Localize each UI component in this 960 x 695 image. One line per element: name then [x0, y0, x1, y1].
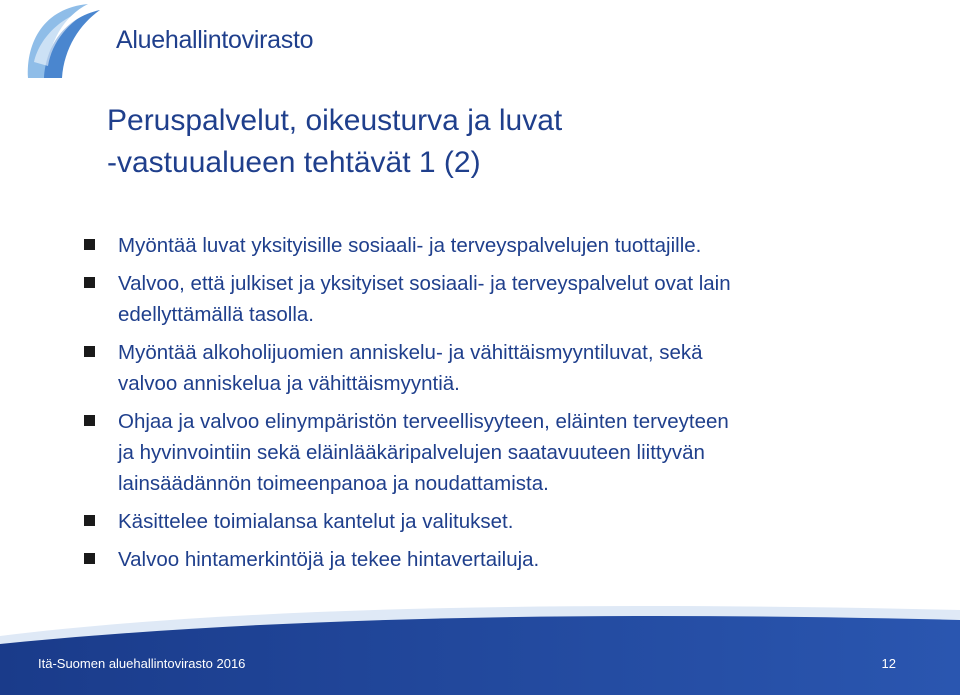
- bullet-text: Valvoo, että julkiset ja yksityiset sosiaali- ja terveyspalvelut ovat lain: [118, 272, 731, 295]
- square-bullet-icon: [84, 277, 95, 288]
- agency-logo: [24, 2, 314, 80]
- bullet-text: ja hyvinvointiin sekä eläinlääkäripalvelujen saatavuuteen liittyvän: [118, 441, 705, 464]
- bullet-text: Valvoo hintamerkintöjä ja tekee hintavertailuja.: [118, 548, 540, 571]
- bullet-text: Myöntää luvat yksityisille sosiaali- ja terveyspalvelujen tuottajille.: [118, 234, 702, 257]
- slide-title: [107, 100, 562, 184]
- bullet-text: Myöntää alkoholijuomien anniskelu- ja vähittäismyyntiluvat, sekä: [118, 341, 703, 364]
- bullet-text: lainsäädännön toimeenpanoa ja noudattamista.: [118, 472, 549, 495]
- footer-organization: Itä-Suomen aluehallintovirasto 2016: [38, 656, 246, 671]
- square-bullet-icon: [84, 346, 95, 357]
- footer-band: [0, 600, 960, 695]
- bullet-item: [84, 544, 884, 575]
- logo-text: Aluehallintovirasto: [116, 26, 314, 54]
- bullet-list: [84, 230, 884, 582]
- square-bullet-icon: [84, 515, 95, 526]
- square-bullet-icon: [84, 415, 95, 426]
- slide-title-line-1: Peruspalvelut, oikeusturva ja luvat: [107, 104, 563, 137]
- bullet-item: [84, 506, 884, 537]
- bullet-item: [84, 337, 884, 399]
- bullet-item: [84, 268, 884, 330]
- square-bullet-icon: [84, 239, 95, 250]
- bullet-text: Ohjaa ja valvoo elinympäristön terveellisyyteen, eläinten terveyteen: [118, 410, 729, 433]
- bullet-text: valvoo anniskelua ja vähittäismyyntiä.: [118, 372, 460, 395]
- footer-wave-background: [0, 600, 960, 695]
- bullet-text: edellyttämällä tasolla.: [118, 303, 314, 326]
- bullet-item: [84, 230, 884, 261]
- slide-title-line-2: -vastuualueen tehtävät 1 (2): [107, 146, 481, 179]
- bullet-text: Käsittelee toimialansa kantelut ja valitukset.: [118, 510, 514, 533]
- square-bullet-icon: [84, 553, 95, 564]
- bullet-item: [84, 406, 884, 499]
- page-number: 12: [881, 656, 896, 671]
- logo-swoosh-icon: [24, 2, 104, 80]
